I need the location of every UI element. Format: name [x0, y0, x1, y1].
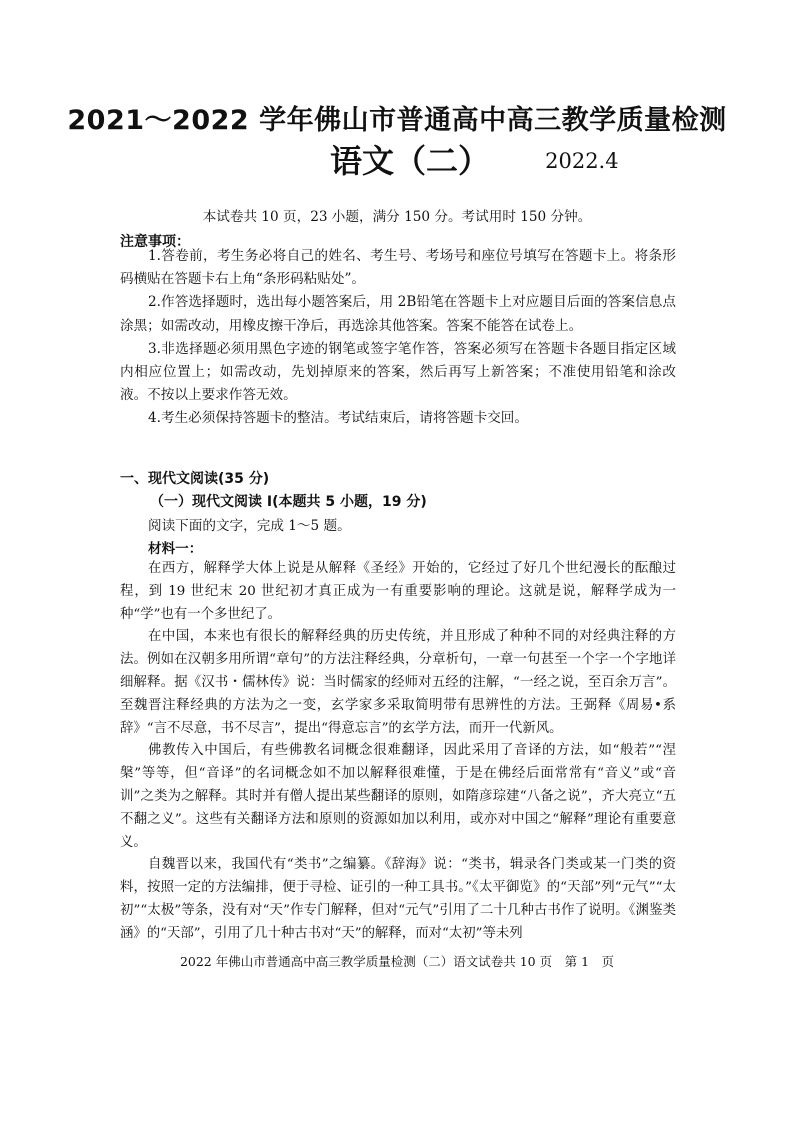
- notice-item: 1.答卷前，考生务必将自己的姓名、考生号、考场号和座位号填写在答题卡上。将条形码横贴在答题卡右上角“条形码粘贴处”。: [120, 248, 676, 288]
- notice-item: 4.考生必须保持答题卡的整洁。考试结束后，请将答题卡交回。: [148, 410, 528, 427]
- material-label: 材料一：: [148, 541, 203, 557]
- exam-date: 2022.4: [545, 149, 619, 173]
- passage-paragraph: 自魏晋以来，我国代有“类书”之编纂。《辞海》说：“类书，辑录各门类或某一门类的资料，按照一定的方法编排，便于寻检、证引的一种工具书。”《太平御览》的“天部”列“元气”“太初”“太极”等条，没有对“天”作专门解释，但对“元气”引用了二十几种古书作了说明。《渊鉴类涵》的“天部”，引用了几十种古书对“天”的解释，而对“太初”等未列: [120, 857, 676, 941]
- page-footer: 2022 年佛山市普通高中高三教学质量检测（二）语文试卷共 10 页 第 1 页: [179, 954, 615, 969]
- notice-list: [120, 245, 676, 431]
- subject-title: 语文（二）: [330, 142, 491, 180]
- subtitle-row: [330, 136, 619, 182]
- notice-item: 3.非选择题必须用黑色字迹的钢笔或签字笔作答，答案必须写在答题卡各题目指定区域内相应位置上；如需改动，先划掉原来的答案，然后再写上新答案；不准使用铅笔和涂改液。不按以上要求作答无效。: [120, 340, 676, 404]
- reading-instruction: 阅读下面的文字，完成 1～5 题。: [148, 518, 351, 534]
- notice-heading: 注意事项：: [120, 234, 190, 250]
- passage-paragraph: 佛教传入中国后，有些佛教名词概念很难翻译，因此采用了音译的方法，如“般若”“涅槃”等等，但“音译”的名词概念如不加以解释很难懂，于是在佛经后面常常有“音义”或“音训”之类为之解释。其时并有僧人提出某些翻译的原则，如隋彦琮建“八备之说”，齐大亮立“五不翻之义”。这些有关翻译方法和原则的资源如加以利用，或亦对中国之“解释”理论有重要意义。: [120, 743, 676, 850]
- passage-paragraph: 在中国，本来也有很长的解释经典的历史传统，并且形成了种种不同的对经典注释的方法。例如在汉朝多用所谓“章句”的方法注释经典，分章析句，一章一句甚至一个字一个字地详细解释。据《汉书・儒林传》说：当时儒家的经师对五经的注解，“一经之说，至百余万言”。至魏晋注释经典的方法为之一变，玄学家多采取简明带有思辨性的方法。王弼释《周易•系辞》“言不尽意，书不尽言”，提出“得意忘言”的玄学方法，而开一代新风。: [120, 629, 676, 736]
- reading-passage: [120, 558, 676, 946]
- exam-title: 2021～2022 学年佛山市普通高中高三教学质量检测: [67, 105, 727, 136]
- exam-info: 本试卷共 10 页，23 小题，满分 150 分。考试用时 150 分钟。: [202, 209, 592, 225]
- notice-item: 2.作答选择题时，选出每小题答案后，用 2B铅笔在答题卡上对应题目后面的答案信息点涂黑；如需改动，用橡皮擦干净后，再选涂其他答案。答案不能答在试卷上。: [120, 294, 676, 334]
- subsection-heading: （一）现代文阅读 I(本题共 5 小题，19 分): [150, 494, 427, 510]
- passage-paragraph: 在西方，解释学大体上说是从解释《圣经》开始的，它经过了好几个世纪漫长的酝酿过程，到 19 世纪末 20 世纪初才真正成为一有重要影响的理论。这就是说，解释学成为一种“学”也有一个多世纪了。: [120, 561, 676, 622]
- section-heading: 一、现代文阅读(35 分): [120, 471, 270, 487]
